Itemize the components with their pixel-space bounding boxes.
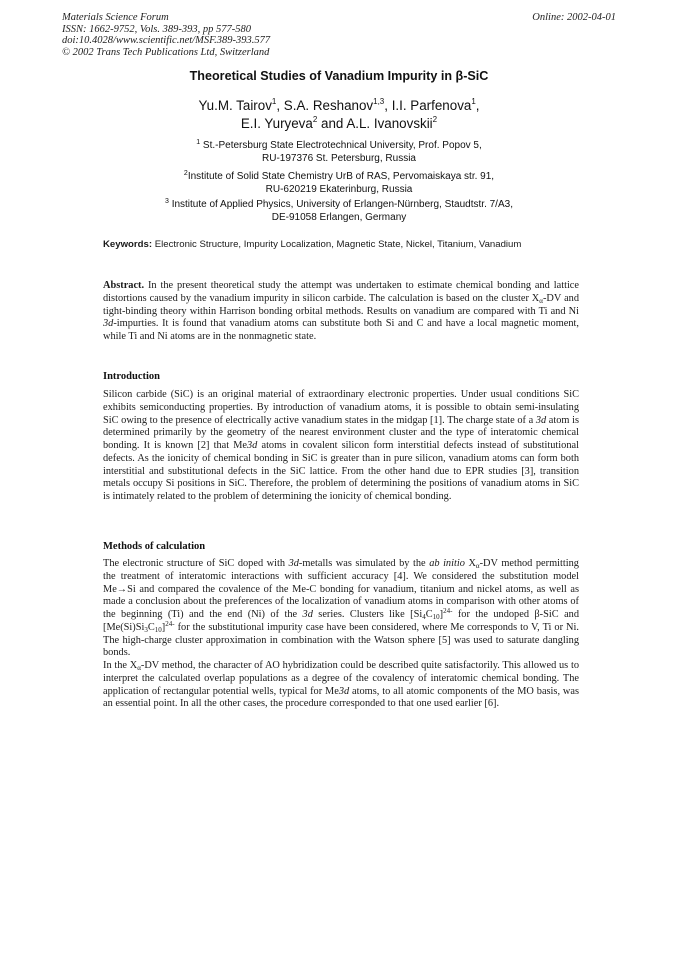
paper-title: Theoretical Studies of Vanadium Impurity in β-SiC xyxy=(189,69,489,83)
keywords-text: Electronic Structure, Impurity Localization, Magnetic State, Nickel, Titanium, Vanadium xyxy=(152,239,522,250)
affiliation-1 xyxy=(0,139,678,165)
author-list xyxy=(0,97,678,133)
author-name: E.I. Yuryeva xyxy=(240,116,313,131)
author-name: , S.A. Reshanov xyxy=(276,98,374,113)
methods-paragraph-1: The electronic structure of SiC doped with 3d-metalls was simulated by the ab initio $X_\alpha-DV$ method permitting the treatment of interatomic interactions with sufficient accuracy [4]. We considered the substitution model Me→Si and compared the covalence of the Me-C bonding for vanadium, titanium and nickel atoms, as well as made a conclusion about the preferences of the localization of vanadium atoms in comparison with other atoms of the beginning (Ti) and the end (Ni) of the 3d series. Clusters like $[Si_4C_{10}]^{24-}$ for the undoped β-SiC and $[Me(Si)Si_3C_{10}]^{24-}$ for the substitutional impurity case have been considered, where Me corresponds to V, Ti or Ni. The high-charge cluster approximation in combination with the Watson sphere [5] was used to saturate dangling bonds. xyxy=(103,558,580,659)
affiliation-line: St.-Petersburg State Electrotechnical University, Prof. Popov 5, xyxy=(202,140,482,151)
affiliation-line: RU-620219 Ekaterinburg, Russia xyxy=(265,184,413,195)
author-line-2 xyxy=(0,115,678,133)
abstract-paragraph: Abstract. In the present theoretical study the attempt was undertaken to estimate chemical bonding and lattice distortions caused by the vanadium impurity in silicon carbide. The calculation is based on the cluster $X_\alpha-DV$ and tight-binding theory within Harrison bonding orbital methods. Results on vanadium are compared with Ti and Ni 3d-impurties. It is found that vanadium atoms can substitute both Si and C and have a local magnetic moment, while Ti and Ni atoms are in the nonmagnetic state. xyxy=(103,280,580,342)
copyright-line: © 2002 Trans Tech Publications Ltd, Switzerland xyxy=(62,46,270,58)
affiliation-line: RU-197376 St. Petersburg, Russia xyxy=(262,153,416,164)
affiliation-number: 2 xyxy=(183,170,188,177)
affiliation-marker: 2 xyxy=(312,115,318,124)
author-name: Yu.M. Tairov xyxy=(198,98,272,113)
keywords-line xyxy=(103,239,623,250)
affiliation-2 xyxy=(0,170,678,196)
online-date: Online: 2002-04-01 xyxy=(532,12,616,23)
author-line-1: Yu.M. Tairov$^1$, S.A. Reshanov$^{1,3}$, I.I. Parfenova$^1$, xyxy=(198,97,480,113)
introduction-section xyxy=(103,389,579,504)
affiliation-marker: 1,3 xyxy=(373,97,385,106)
affiliation-line: Institute of Solid State Chemistry UrB of RAS, Pervomaiskaya str. 91, xyxy=(187,171,495,182)
author-name: and A.L. Ivanovskii xyxy=(317,116,433,131)
methods-heading: Methods of calculation xyxy=(103,541,206,552)
introduction-heading: Introduction xyxy=(103,371,160,382)
doi-line[interactable]: doi:10.4028/www.scientific.net/MSF.389-393.577 xyxy=(62,35,271,47)
affiliation-line: DE-91058 Erlangen, Germany xyxy=(271,212,407,223)
affiliation-marker: 1 xyxy=(471,97,476,106)
affiliation-marker: 2 xyxy=(432,115,438,124)
introduction-paragraph: Silicon carbide (SiC) is an original material of extraordinary electronic properties. Under usual conditions SiC exhibits semiconducting properties. By introduction of vanadium atoms, it is possible to obtain semi-insulating SiC owing to the presence of electrically active vanadium states in the midgap [1]. The charge state of a 3d atom is determined primarily by the geometry of the nearest environment cluster and the type of interatomic chemical bonding. It is known [2] that Me3d atoms in covalent silicon form interstitial defects instead of substitutional defects. As the ionicity of chemical bonding in SiC is greater than in pure silicon, vanadium atoms can form both interstitial and substitutional defects in the SiC lattice. From the other hand due to EPR studies [3], transition metals occupy Si positions in SiC. Therefore, the problem of determining the positions of vanadium atoms in SiC is intimately related to the problem of determining the ionicity of chemical bonding. xyxy=(103,389,579,502)
keywords-label: Keywords: xyxy=(103,239,153,250)
affiliation-marker: 1 xyxy=(271,97,277,106)
journal-header xyxy=(62,12,270,58)
affiliation-number: 3 xyxy=(165,198,169,205)
methods-paragraph-2: In the $X_\alpha-DV$ method, the character of AO hybridization could be described quite satisfactorily. This allowed us to interpret the calculated overlap populations as a degree of the covalency of interatomic chemical bonding. The application of rectangular potential wells, typical for Me3d atoms, to all atomic components of the MO basis, was an essential point. In all the other cases, the procedure corresponded to that one used earlier [6]. xyxy=(103,660,580,710)
affiliation-line: Institute of Applied Physics, University of Erlangen-Nürnberg, Staudtstr. 7/A3, xyxy=(171,199,513,210)
affiliation-number: 1 xyxy=(196,139,201,146)
author-name: , I.I. Parfenova xyxy=(384,98,472,113)
issn-line: ISSN: 1662-9752, Vols. 389-393, pp 577-580 xyxy=(62,23,251,35)
abstract-section xyxy=(103,280,579,344)
journal-name: Materials Science Forum xyxy=(62,12,169,23)
abstract-label: Abstract. xyxy=(103,280,145,291)
methods-section xyxy=(103,558,579,711)
affiliation-3 xyxy=(0,198,678,224)
